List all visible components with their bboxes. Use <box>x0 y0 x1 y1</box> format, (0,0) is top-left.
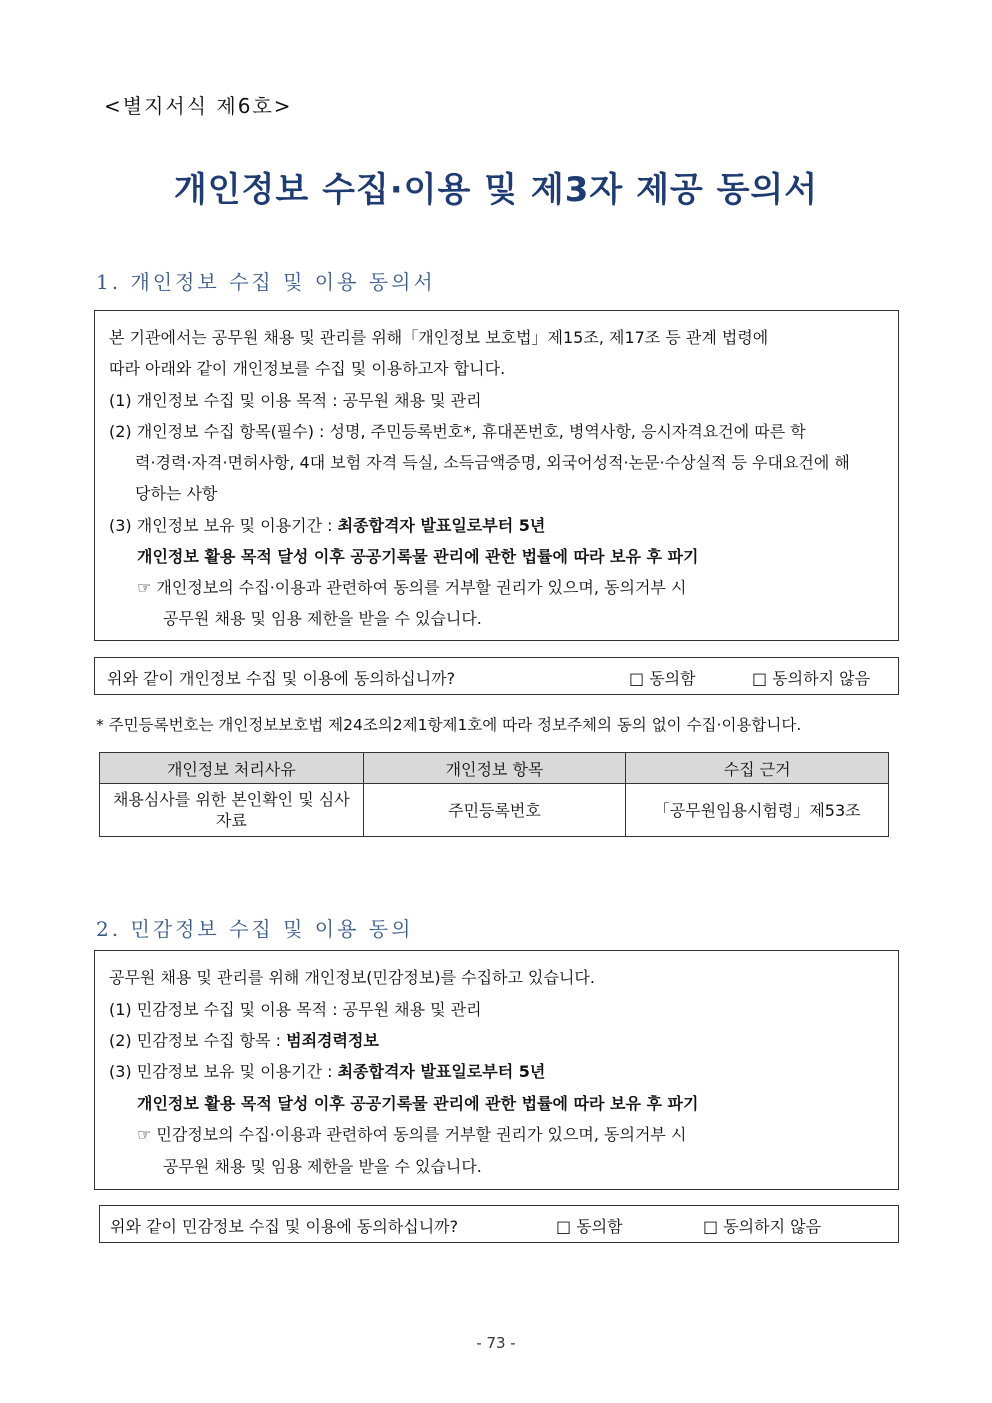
items-label: (2) 민감정보 수집 항목 : <box>109 1031 287 1050</box>
refusal-notice: ☞ 개인정보의 수집·이용과 관련하여 동의를 거부할 권리가 있으며, 동의거부 시 <box>137 578 687 597</box>
section1-box <box>94 310 899 641</box>
retention-value: 최종합격자 발표일로부터 5년 <box>337 516 546 535</box>
table-header-row <box>100 753 889 784</box>
consent1-agree-checkbox[interactable]: □ 동의함 <box>629 669 696 688</box>
form-number: <별지서식 제6호> <box>104 94 293 118</box>
table-cell: 주민등록번호 <box>363 784 626 837</box>
table-header: 수집 근거 <box>626 753 889 784</box>
consent1-question: 위와 같이 개인정보 수집 및 이용에 동의하십니까? <box>107 669 456 688</box>
section1-line: (1) 개인정보 수집 및 이용 목적 : 공무원 채용 및 관리 <box>109 391 482 410</box>
section2-line: (1) 민감정보 수집 및 이용 목적 : 공무원 채용 및 관리 <box>109 1000 482 1019</box>
consent2-disagree-checkbox[interactable]: □ 동의하지 않음 <box>703 1217 822 1236</box>
refusal-notice: ☞ 민감정보의 수집·이용과 관련하여 동의를 거부할 권리가 있으며, 동의거부 시 <box>137 1125 687 1144</box>
table-header: 개인정보 처리사유 <box>100 753 364 784</box>
section1-line: 력·경력·자격·면허사항, 4대 보험 자격 득실, 소득금액증명, 외국어성적·논문·수상실적 등 우대요건에 해 <box>135 453 850 472</box>
consent1-box <box>94 657 899 695</box>
section1-heading: 1. 개인정보 수집 및 이용 동의서 <box>96 270 436 294</box>
retention-label: (3) 민감정보 보유 및 이용기간 : <box>109 1062 338 1081</box>
section1-line: (2) 개인정보 수집 항목(필수) : 성명, 주민등록번호*, 휴대폰번호, 병역사항, 응시자격요건에 따른 학 <box>109 422 806 441</box>
items-value: 범죄경력정보 <box>286 1031 379 1050</box>
section1-line: 당하는 사항 <box>135 484 218 503</box>
refusal-notice-cont: 공무원 채용 및 임용 제한을 받을 수 있습니다. <box>163 1157 482 1176</box>
page-number: - 73 - <box>476 1334 516 1352</box>
section1-retention <box>109 513 545 536</box>
section2-items <box>109 1028 379 1051</box>
section1-line: 따라 아래와 같이 개인정보를 수집 및 이용하고자 합니다. <box>109 359 506 378</box>
table-row <box>100 784 889 837</box>
retention-note: 개인정보 활용 목적 달성 이후 공공기록물 관리에 관한 법률에 따라 보유 후 파기 <box>137 547 699 566</box>
retention-note: 개인정보 활용 목적 달성 이후 공공기록물 관리에 관한 법률에 따라 보유 후 파기 <box>137 1094 699 1113</box>
section1-line: 본 기관에서는 공무원 채용 및 관리를 위해「개인정보 보호법」제15조, 제17조 등 관계 법령에 <box>109 328 769 347</box>
retention-label: (3) 개인정보 보유 및 이용기간 : <box>109 516 338 535</box>
section2-heading: 2. 민감정보 수집 및 이용 동의 <box>96 917 414 941</box>
document-title: 개인정보 수집·이용 및 제3자 제공 동의서 <box>173 170 819 210</box>
table-cell: 채용심사를 위한 본인확인 및 심사자료 <box>100 784 364 837</box>
table-header: 개인정보 항목 <box>363 753 626 784</box>
section2-retention <box>109 1059 545 1082</box>
consent1-disagree-checkbox[interactable]: □ 동의하지 않음 <box>752 669 871 688</box>
consent2-box <box>99 1205 899 1243</box>
rrn-note: * 주민등록번호는 개인정보보호법 제24조의2제1항제1호에 따라 정보주체의 동의 없이 수집·이용합니다. <box>96 716 802 734</box>
section2-box <box>94 950 899 1190</box>
refusal-notice-cont: 공무원 채용 및 임용 제한을 받을 수 있습니다. <box>163 609 482 628</box>
retention-value: 최종합격자 발표일로부터 5년 <box>337 1062 546 1081</box>
consent2-question: 위와 같이 민감정보 수집 및 이용에 동의하십니까? <box>110 1217 459 1236</box>
legal-basis-table <box>99 752 889 837</box>
consent2-agree-checkbox[interactable]: □ 동의함 <box>556 1217 623 1236</box>
table-cell: 「공무원임용시험령」제53조 <box>626 784 889 837</box>
section2-line: 공무원 채용 및 관리를 위해 개인정보(민감정보)를 수집하고 있습니다. <box>109 968 595 987</box>
